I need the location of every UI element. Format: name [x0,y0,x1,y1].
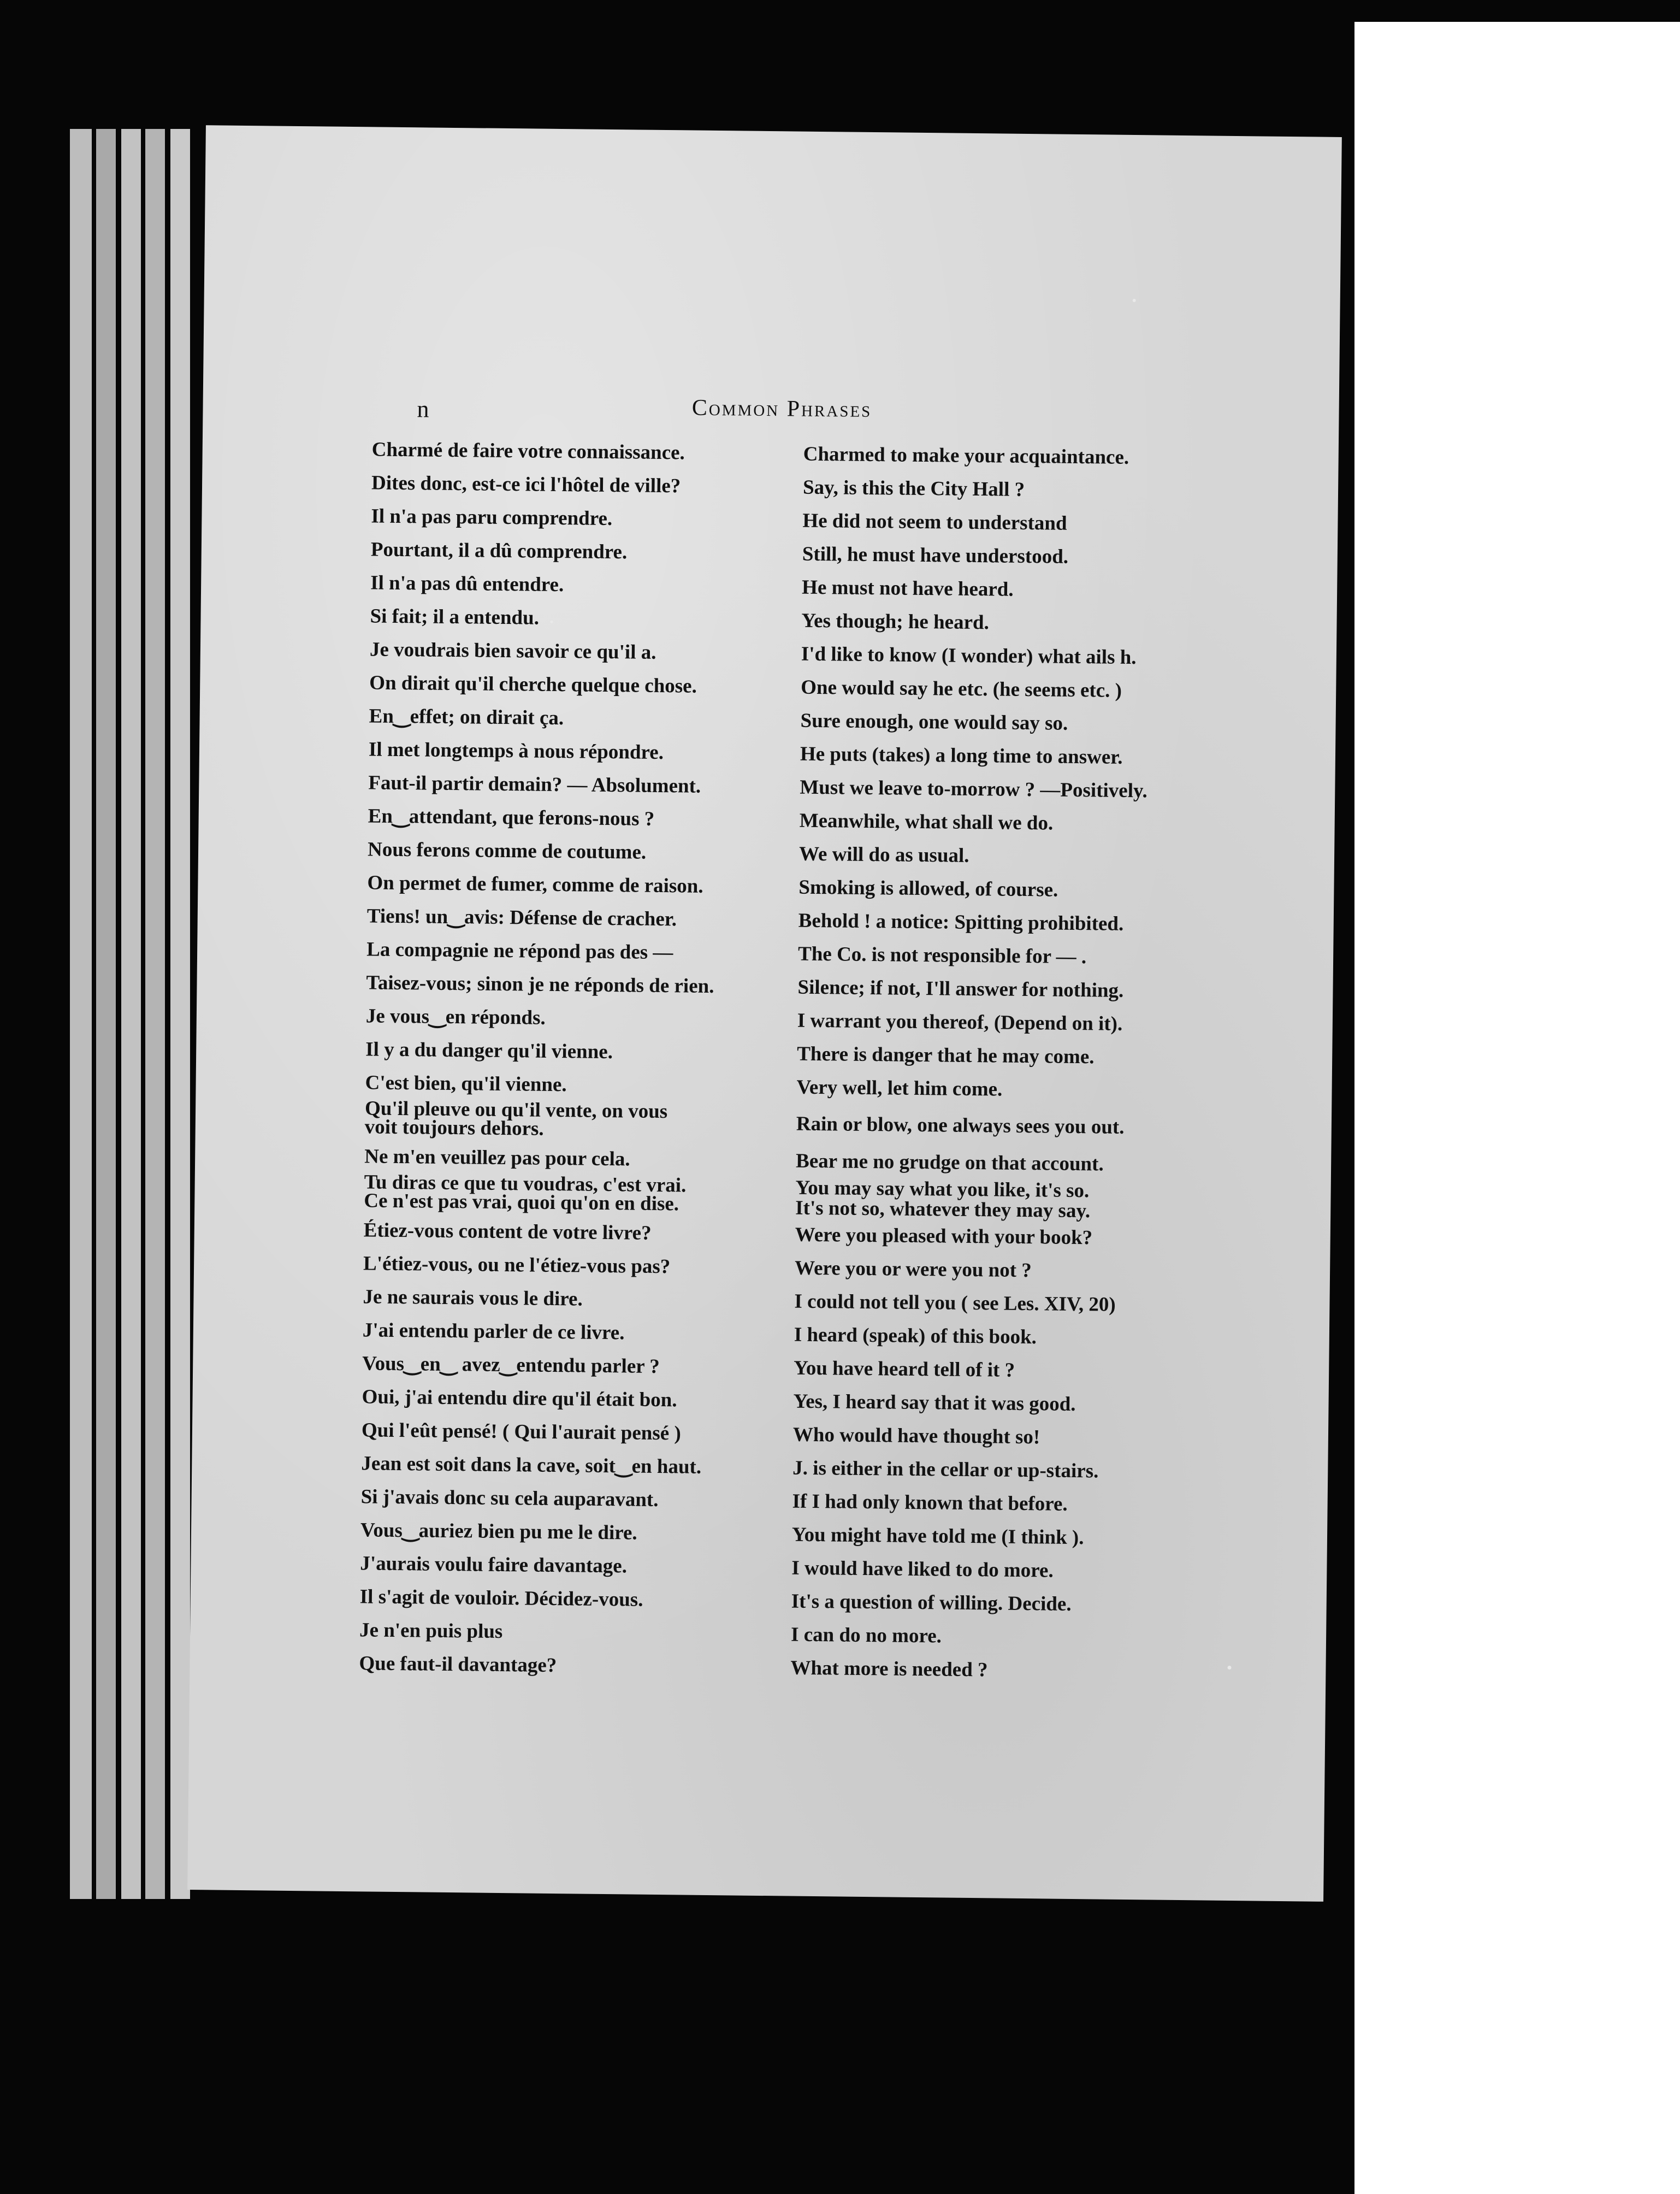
english-phrase: We will do as usual. [798,842,969,867]
french-phrase: Tu diras ce que tu voudras, c'est vrai. [364,1171,687,1197]
french-phrase-pair [364,1173,867,1219]
english-phrase: You might have told me (I think ). [791,1523,1084,1549]
french-phrase: Taisez-vous; sinon je ne réponds de rien. [366,971,714,998]
english-phrase: I heard (speak) of this book. [794,1323,1037,1349]
french-phrase: Si j'avais donc su cela auparavant. [360,1485,659,1512]
page-number: n [417,396,429,423]
english-phrase: What more is needed ? [790,1656,988,1682]
french-phrase: Dites donc, est-ce ici l'hôtel de ville? [371,471,681,498]
french-phrase: Je vous‿en réponds. [365,1005,546,1029]
french-phrase: Si fait; il a entendu. [370,605,540,629]
french-phrase: Il n'a pas paru comprendre. [371,505,613,530]
english-phrase: Yes though; he heard. [801,609,990,634]
french-phrase-two-line [365,1099,868,1145]
english-phrase: You have heard tell of it ? [793,1356,1015,1382]
paper-speck [550,621,553,623]
english-phrase: I'd like to know (I wonder) what ails h. [801,642,1137,669]
english-phrase: He did not seem to understand [802,509,1067,535]
french-phrase: Je n'en puis plus [359,1619,503,1643]
french-phrase: Nous ferons comme de coutume. [367,838,647,864]
french-phrase: J'ai entendu parler de ce livre. [362,1319,625,1344]
book-page [187,125,1342,1902]
english-phrase: If I had only known that before. [792,1490,1068,1515]
french-phrase: Ce n'est pas vrai, quoi qu'on en dise. [364,1189,679,1216]
french-phrase: Jean est soit dans la cave, soit‿en haut. [361,1452,702,1478]
english-phrase: The Co. is not responsible for — . [797,942,1087,969]
english-phrase: Sure enough, one would say so. [800,709,1068,735]
french-phrase: Faut-il partir demain? — Absolument. [368,771,701,798]
french-phrase: Tiens! un‿avis: Défense de cracher. [366,905,677,931]
french-phrase: Qu'il pleuve ou qu'il vente, on vous [364,1097,668,1123]
page-stack-edge [170,129,190,1899]
french-phrase: En‿attendant, que ferons-nous ? [368,805,655,830]
english-phrase: There is danger that he may come. [797,1042,1095,1069]
blank-film-margin [1354,22,1680,2194]
english-phrase: Yes, I heard say that it was good. [793,1390,1076,1416]
french-phrase: Charmé de faire votre connaissance. [371,438,685,464]
page-stack-edge [70,129,92,1899]
french-phrase: Ne m'en veuillez pas pour cela. [364,1145,630,1171]
french-phrase: Il s'agit de vouloir. Décidez-vous. [359,1585,643,1611]
french-phrase: On dirait qu'il cherche quelque chose. [369,671,697,698]
english-phrase: Still, he must have understood. [802,542,1069,568]
french-phrase: Il y a du danger qu'il vienne. [365,1038,613,1064]
english-phrase: Very well, let him come. [796,1076,1003,1101]
french-phrase: En‿effet; on dirait ça. [369,705,564,730]
french-phrase: Pourtant, il a dû comprendre. [370,538,628,564]
french-phrase: La compagnie ne répond pas des — [366,938,673,964]
page-stack-edge [121,129,141,1899]
english-phrase: He puts (takes) a long time to answer. [800,742,1123,769]
english-phrase: Meanwhile, what shall we do. [799,809,1054,835]
english-phrase: Behold ! a notice: Spitting prohibited. [798,909,1124,935]
french-phrase: Je voudrais bien savoir ce qu'il a. [369,638,656,664]
english-phrase: Silence; if not, I'll answer for nothing. [797,976,1124,1002]
page-stack-edge [145,129,165,1899]
french-phrase: Oui, j'ai entendu dire qu'il était bon. [362,1385,677,1412]
paper-speck [1227,1666,1231,1670]
french-phrase: Il met longtemps à nous répondre. [368,738,664,764]
english-phrase: Smoking is allowed, of course. [798,876,1058,901]
page-stack-edge [96,129,116,1899]
english-phrase: J. is either in the cellar or up-stairs. [792,1456,1099,1483]
french-phrase: Je ne saurais vous le dire. [363,1285,583,1311]
english-phrase: Were you or were you not ? [794,1257,1032,1282]
paper-speck [1133,299,1136,302]
english-phrases-column [790,438,1306,1690]
english-phrase: Rain or blow, one always sees you out. [796,1112,1125,1139]
english-phrase: I could not tell you ( see Les. XIV, 20) [794,1290,1116,1316]
english-phrase: It's a question of willing. Decide. [791,1590,1072,1615]
english-phrase: I warrant you thereof, (Depend on it). [797,1009,1123,1035]
english-phrase: I would have liked to do more. [791,1556,1054,1582]
english-phrase: He must not have heard. [801,576,1014,601]
english-phrase: You may say what you like, it's so. [795,1176,1090,1202]
english-phrase: Charmed to make your acquaintance. [803,443,1129,469]
french-phrase: Étiez-vous content de votre livre? [363,1219,652,1245]
french-phrase: voit toujours dehors. [364,1116,544,1140]
french-phrase: Vous‿en‿ avez‿entendu parler ? [362,1352,660,1378]
french-phrase: On permet de fumer, comme de raison. [367,871,703,898]
running-header: Common Phrases [691,395,872,422]
english-phrase: One would say he etc. (he seems etc. ) [801,676,1122,702]
french-phrase: Que faut-il davantage? [359,1652,557,1677]
english-phrase: Bear me no grudge on that account. [795,1149,1104,1176]
french-phrase: Qui l'eût pensé! ( Qui l'aurait pensé ) [361,1419,681,1445]
french-phrase: Vous‿auriez bien pu me le dire. [360,1519,637,1544]
english-phrase: I can do no more. [790,1623,942,1648]
french-phrase: J'aurais voulu faire davantage. [360,1552,628,1578]
english-phrase: Who would have thought so! [792,1423,1040,1449]
english-phrase: Were you pleased with your book? [795,1223,1093,1249]
english-phrase: Say, is this the City Hall ? [802,476,1025,501]
english-phrase: Must we leave to-morrow ? —Positively. [800,776,1147,803]
french-phrase: C'est bien, qu'il vienne. [365,1071,567,1096]
french-phrase: Il n'a pas dû entendre. [370,571,564,597]
english-phrase: It's not so, whatever they may say. [795,1196,1091,1223]
french-phrase: L'étiez-vous, ou ne l'étiez-vous pas? [363,1252,671,1278]
